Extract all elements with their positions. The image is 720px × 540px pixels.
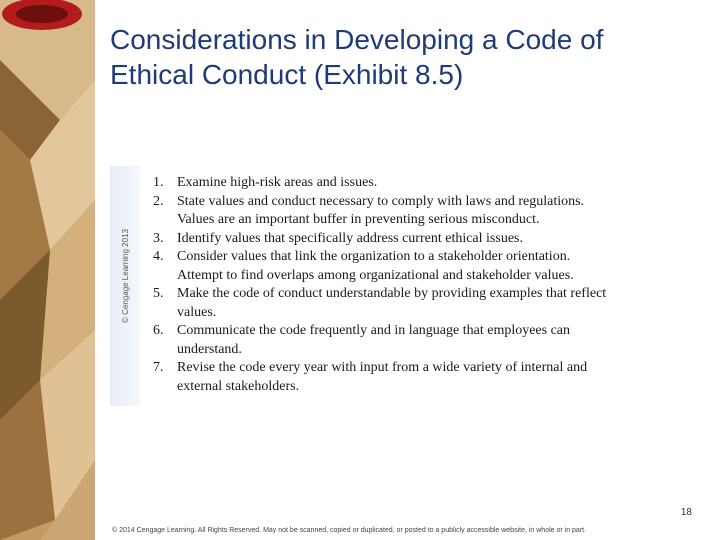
item-line: Consider values that link the organization to a stakeholder orientation. bbox=[177, 249, 571, 264]
item-text bbox=[177, 359, 673, 396]
item-text bbox=[177, 285, 673, 322]
exhibit-copyright: © Cengage Learning 2013 bbox=[121, 229, 130, 323]
item-text bbox=[177, 230, 673, 249]
item-line: Communicate the code frequently and in language that employees can bbox=[177, 323, 571, 338]
item-line: Attempt to find overlaps among organizational and stakeholder values. bbox=[177, 267, 574, 283]
item-line: State values and conduct necessary to comply with laws and regulations. bbox=[177, 193, 585, 209]
item-text bbox=[177, 174, 673, 193]
slide-title bbox=[110, 22, 700, 92]
list-item bbox=[153, 285, 673, 322]
item-number: 5. bbox=[153, 286, 164, 301]
item-line: Values are an important buffer in preventing serious misconduct. bbox=[177, 212, 540, 227]
item-line: Examine high-risk areas and issues. bbox=[177, 175, 378, 190]
item-text bbox=[177, 193, 673, 230]
decorative-maze-panel bbox=[0, 0, 95, 540]
item-number: 7. bbox=[153, 360, 164, 375]
item-line: Identify values that specifically address current ethical issues. bbox=[177, 230, 523, 246]
list-item bbox=[153, 359, 673, 396]
list-item bbox=[153, 174, 673, 193]
page-number: 18 bbox=[680, 507, 692, 518]
item-line: understand. bbox=[177, 341, 242, 357]
item-line: external stakeholders. bbox=[177, 378, 300, 394]
maze-illustration bbox=[0, 0, 95, 540]
list-item bbox=[153, 193, 673, 230]
list-item bbox=[153, 248, 673, 285]
exhibit-list bbox=[153, 174, 673, 396]
item-text bbox=[177, 322, 673, 359]
item-number: 3. bbox=[153, 230, 164, 246]
list-item bbox=[153, 322, 673, 359]
list-item bbox=[153, 230, 673, 249]
copyright-footer: © 2014 Cengage Learning. All Rights Reserved. May not be scanned, copied or duplicated, or posted to a publicly accessible website, in whole or in part. bbox=[112, 527, 587, 534]
title-line-2: Ethical Conduct (Exhibit 8.5) bbox=[110, 59, 464, 90]
item-number: 6. bbox=[153, 323, 164, 338]
item-number: 1. bbox=[153, 175, 164, 190]
item-line: Make the code of conduct understandable by providing examples that reflect bbox=[177, 286, 607, 301]
item-text bbox=[177, 248, 673, 285]
item-number: 2. bbox=[153, 193, 164, 209]
item-line: values. bbox=[177, 304, 217, 320]
item-number: 4. bbox=[153, 249, 164, 264]
title-line-1: Considerations in Developing a Code of bbox=[110, 24, 604, 55]
item-line: Revise the code every year with input from a wide variety of internal and bbox=[177, 360, 588, 375]
